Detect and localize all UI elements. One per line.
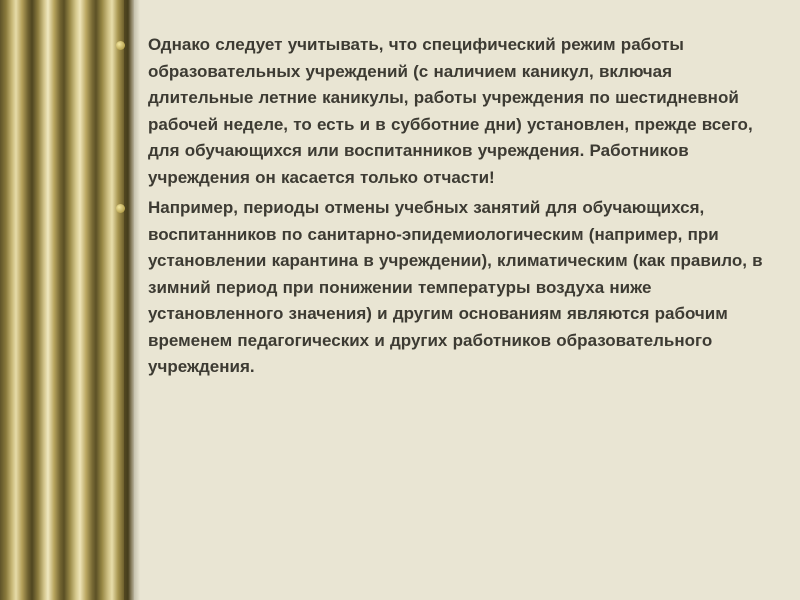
slide-content xyxy=(116,32,776,385)
bullet-dot-icon xyxy=(116,41,125,50)
bullet-text: Например, периоды отмены учебных занятий для обучающихся, воспитанников по санитарно-эпидемиологическим (например, при установлении карантина в учреждении), климатическим (как правило, в зимний период при понижении температуры воздуха ниже установленного значения) и другим основаниям являются рабочим временем педагогических и других работников образовательного учреждения. xyxy=(148,198,763,376)
decorative-curtain-border xyxy=(0,0,134,600)
bullet-item-1 xyxy=(116,32,776,191)
bullet-item-2 xyxy=(116,195,776,381)
bullet-dot-icon xyxy=(116,204,125,213)
bullet-text: Однако следует учитывать, что специфический режим работы образовательных учреждений (с наличием каникул, включая длительные летние каникулы, работы учреждения по шестидневной рабочей неделе, то есть и в субботние дни) установлен, прежде всего, для обучающихся или воспитанников учреждения. Работников учреждения он касается только отчасти! xyxy=(148,35,753,187)
